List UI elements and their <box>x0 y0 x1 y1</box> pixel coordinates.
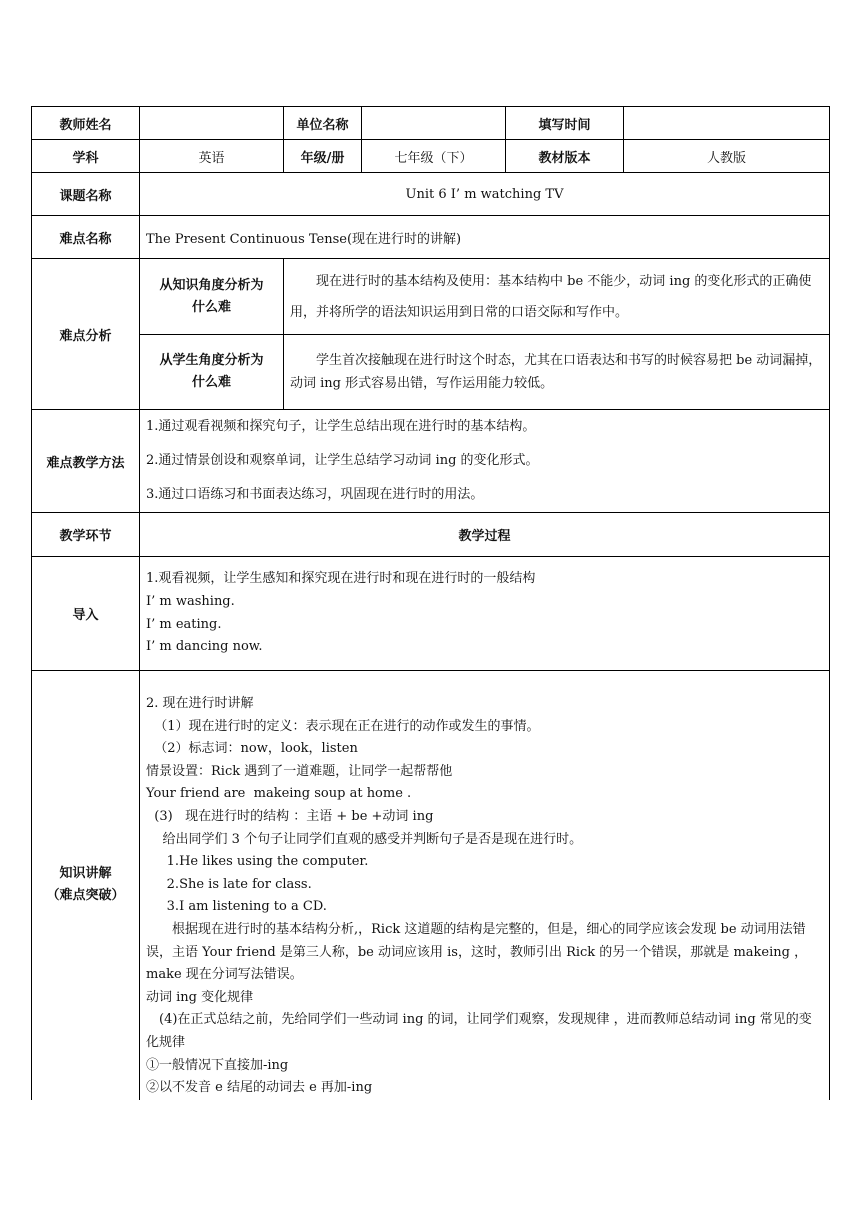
knowledge-angle-text: 现在进行时的基本结构及使用：基本结构中 be 不能少，动词 ing 的变化形式的正确使用，并将所学的语法知识运用到日常的口语交际和写作中。 <box>284 259 830 335</box>
knowledge-line: 情景设置：Rick 遇到了一道难题，让同学一起帮帮他 <box>146 763 453 779</box>
intro-line: I’ m dancing now. <box>146 639 263 655</box>
knowledge-line: 给出同学们 3 个句子让同学们直观的感受并判断句子是否是现在进行时。 <box>146 831 583 847</box>
method-row <box>32 410 830 513</box>
method-item: 2.通过情景创设和观察单词，让学生总结学习动词 ing 的变化形式。 <box>146 453 539 468</box>
knowledge-paragraph: 根据现在进行时的基本结构分析,，Rick 这道题的结构是完整的，但是，细心的同学应该会发现 be 动词用法错误，主语 Your friend 是第三人称，be 动词应该用 is，这时，教师引出 Rick 的另一个错误，那就是 makeing ，make 现在分词写法错误。 <box>146 921 808 983</box>
ing-rule: ②以不发音 e 结尾的动词去 e 再加-ing <box>146 1080 373 1096</box>
unit-name-label: 单位名称 <box>284 107 362 140</box>
topic-value: Unit 6 I’ m watching TV <box>140 173 830 216</box>
fill-date-label: 填写时间 <box>506 107 624 140</box>
knowledge-angle-label-line-1: 从知识角度分析为 <box>159 277 264 293</box>
knowledge-line: 3.I am listening to a CD. <box>146 899 327 915</box>
process-header-row <box>32 513 830 557</box>
intro-line: 1.观看视频，让学生感知和探究现在进行时和现在进行时的一般结构 <box>146 571 536 587</box>
knowledge-content <box>140 671 830 1100</box>
subject-label: 学科 <box>32 140 140 173</box>
process-header: 教学过程 <box>140 513 830 557</box>
method-label: 难点教学方法 <box>32 410 140 513</box>
intro-label: 导入 <box>32 557 140 671</box>
method-list <box>140 410 830 513</box>
intro-content <box>140 557 830 671</box>
knowledge-line: 2. 现在进行时讲解 <box>146 696 254 711</box>
lesson-plan-table <box>31 106 830 1100</box>
difficulty-row <box>32 216 830 259</box>
difficulty-label: 难点名称 <box>32 216 140 259</box>
intro-line: I’ m eating. <box>146 616 222 632</box>
knowledge-label-line-2: （难点突破） <box>46 888 125 904</box>
difficulty-value: The Present Continuous Tense(现在进行时的讲解) <box>140 216 830 259</box>
knowledge-angle-label-line-2: 什么难 <box>191 299 231 315</box>
unit-name-value[interactable] <box>362 107 506 140</box>
fill-date-value[interactable] <box>624 107 830 140</box>
subject-value: 英语 <box>140 140 284 173</box>
student-angle-text: 学生首次接触现在进行时这个时态，尤其在口语表达和书写的时候容易把 be 动词漏掉，动词 ing 形式容易出错，写作运用能力较低。 <box>284 335 830 410</box>
student-angle-label-line-1: 从学生角度分析为 <box>159 353 264 368</box>
knowledge-line: 1.He likes using the computer. <box>146 854 369 870</box>
rule-title: 动词 ing 变化规律 <box>146 989 254 1005</box>
grade-label: 年级/册 <box>284 140 362 173</box>
knowledge-line: Your friend are makeing soup at home . <box>146 786 412 802</box>
intro-row <box>32 557 830 671</box>
student-angle-label <box>140 335 284 410</box>
edition-label: 教材版本 <box>506 140 624 173</box>
knowledge-line: 2.She is late for class. <box>146 876 312 892</box>
intro-line: I’ m washing. <box>146 593 235 609</box>
knowledge-line: （1）现在进行时的定义：表示现在正在进行的动作或发生的事情。 <box>146 718 540 734</box>
analysis-label: 难点分析 <box>32 259 140 410</box>
teacher-name-value[interactable] <box>140 107 284 140</box>
header-row-1 <box>32 107 830 140</box>
analysis-row-student <box>32 335 830 410</box>
knowledge-paragraph: (4)在正式总结之前，先给同学们一些动词 ing 的词，让同学们观察，发现规律 ，进而教师总结动词 ing 常见的变化规律 <box>146 1012 812 1050</box>
edition-value: 人教版 <box>624 140 830 173</box>
knowledge-line: （2）标志词：now，look，listen <box>146 741 358 757</box>
grade-value: 七年级（下） <box>362 140 506 173</box>
knowledge-angle-label <box>140 259 284 335</box>
knowledge-label <box>32 671 140 1100</box>
ing-rule: ①一般情况下直接加-ing <box>146 1057 289 1073</box>
topic-row <box>32 173 830 216</box>
knowledge-row <box>32 671 830 1100</box>
knowledge-label-line-1: 知识讲解 <box>59 866 112 882</box>
stage-header: 教学环节 <box>32 513 140 557</box>
analysis-row-knowledge <box>32 259 830 335</box>
method-item: 3.通过口语练习和书面表达练习，巩固现在进行时的用法。 <box>146 487 484 502</box>
student-angle-label-line-2: 什么难 <box>191 375 231 390</box>
header-row-2 <box>32 140 830 173</box>
teacher-name-label: 教师姓名 <box>32 107 140 140</box>
topic-label: 课题名称 <box>32 173 140 216</box>
method-item: 1.通过观看视频和探究句子，让学生总结出现在进行时的基本结构。 <box>146 419 536 434</box>
knowledge-line: (3) 现在进行时的结构 ：主语 + be +动词 ing <box>146 808 434 824</box>
